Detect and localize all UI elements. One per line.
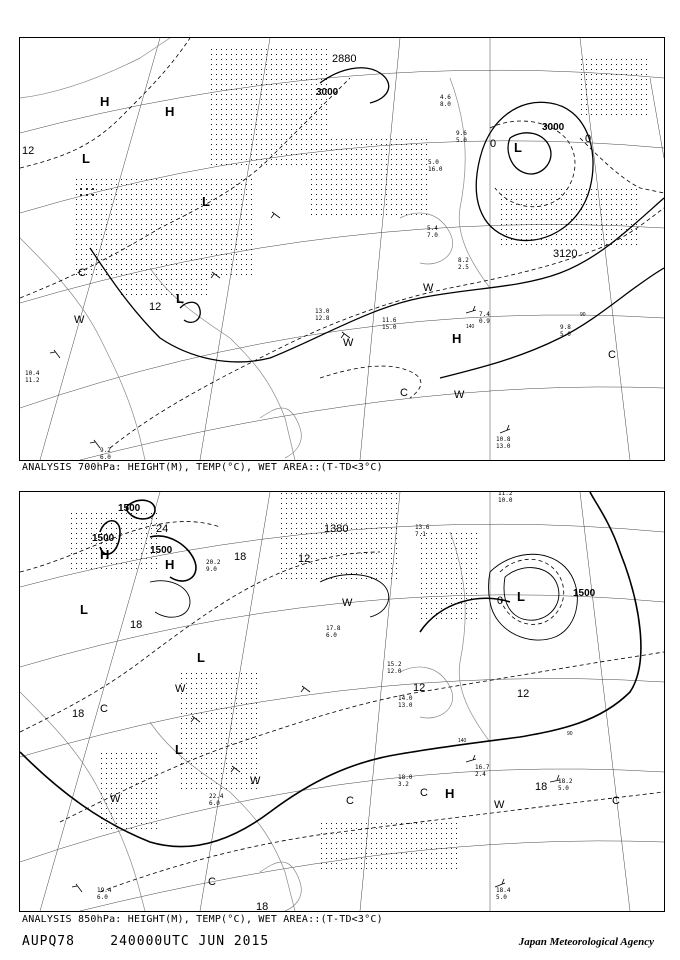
station-temp: 13.6 — [415, 524, 430, 531]
station-temp: 14.0 — [398, 695, 413, 702]
warm-air-label: W — [494, 799, 505, 811]
station-plot — [498, 492, 513, 504]
station-plot — [428, 159, 443, 173]
caption-850hpa: ANALYSIS 850hPa: HEIGHT(M), TEMP(°C), WET AREA::(T-TD<3°C) — [22, 914, 383, 925]
height-label: 3000 — [316, 87, 339, 98]
station-temp: 13.0 — [315, 308, 330, 315]
low-center: L — [176, 291, 184, 306]
cold-air-label: C — [400, 387, 408, 399]
station-dewpoint-depression: 15.0 — [382, 324, 397, 331]
isotherm-label: 12 — [298, 553, 311, 565]
station-dewpoint-depression: 7.1 — [415, 531, 426, 538]
station-plot — [315, 308, 330, 322]
high-center: H — [100, 547, 110, 562]
low-center: L — [197, 650, 205, 665]
isotherm-label: 12 — [149, 301, 162, 313]
station-dewpoint-depression: 10.0 — [498, 497, 513, 504]
isotherm-label: 0 — [497, 595, 504, 607]
station-dewpoint-depression: 12.8 — [315, 315, 330, 322]
cold-air-label: C — [78, 267, 86, 279]
isotherm-label: 18 — [234, 551, 247, 563]
meridian-label: 140 — [458, 738, 467, 744]
isotherm-label: 18 — [256, 901, 269, 911]
map-700-svg — [20, 38, 664, 460]
high-center: H — [100, 94, 110, 109]
isotherm-label: 12 — [22, 145, 35, 157]
low-center: L — [82, 151, 90, 166]
station-dewpoint-depression: 0.9 — [479, 318, 490, 325]
station-dewpoint-depression: 13.0 — [398, 702, 413, 709]
isotherm-label: 0 — [585, 133, 592, 145]
station-plot — [456, 130, 467, 144]
height-label: 1500 — [92, 533, 115, 544]
warm-air-label: W — [342, 597, 353, 609]
station-temp: 20.2 — [206, 559, 221, 566]
station-dewpoint-depression: 3.2 — [398, 781, 409, 788]
station-temp: 18.2 — [558, 778, 573, 785]
warm-air-label: W — [74, 314, 85, 326]
height-label: 3120 — [553, 248, 578, 260]
station-temp: 8.2 — [458, 257, 469, 264]
station-plot — [97, 887, 112, 901]
issuing-agency: Japan Meteorological Agency — [518, 936, 654, 948]
height-label: 1500 — [150, 545, 173, 556]
isotherm-label: 18 — [535, 781, 548, 793]
valid-time: 240000UTC JUN 2015 — [110, 934, 270, 949]
warm-air-label: W — [423, 282, 434, 294]
station-dewpoint-depression: 6.0 — [97, 894, 108, 901]
station-temp: 9.8 — [560, 324, 571, 331]
station-dewpoint-depression: 8.0 — [440, 101, 451, 108]
station-temp: 4.6 — [440, 94, 451, 101]
station-temp: 5.4 — [427, 225, 438, 232]
station-plot — [558, 778, 573, 792]
warm-air-label: W — [250, 775, 261, 787]
analysis-850hpa-map — [19, 491, 665, 912]
station-plot — [387, 661, 402, 675]
station-plot — [398, 695, 413, 709]
station-plot — [25, 370, 40, 384]
warm-air-label: W — [110, 793, 121, 805]
isotherm-label: 24 — [156, 523, 169, 535]
isotherm-label: 18 — [72, 708, 85, 720]
station-temp: 17.8 — [326, 625, 341, 632]
chart-identifier — [22, 934, 269, 949]
isotherm-label: 0 — [490, 138, 497, 150]
station-dewpoint-depression: 12.0 — [387, 668, 402, 675]
station-plot — [326, 625, 341, 639]
station-dewpoint-depression: 5.0 — [496, 894, 507, 901]
height-label: 1500 — [118, 503, 141, 514]
high-center: H — [452, 331, 462, 346]
height-label: 1500 — [573, 588, 596, 599]
station-temp: 11.2 — [498, 492, 513, 497]
station-temp: 10.8 — [496, 436, 511, 443]
station-plot — [479, 311, 490, 325]
station-plot — [427, 225, 438, 239]
station-dewpoint-depression: 7.0 — [427, 232, 438, 239]
station-temp: 18.0 — [398, 774, 413, 781]
warm-air-label: W — [175, 683, 186, 695]
cold-air-label: C — [420, 787, 428, 799]
station-dewpoint-depression: 9.0 — [206, 566, 217, 573]
station-temp: 11.6 — [382, 317, 397, 324]
station-temp: 19.4 — [97, 887, 112, 894]
station-temp: 10.4 — [25, 370, 40, 377]
analysis-700hpa-map — [19, 37, 665, 461]
cold-air-label: C — [612, 795, 620, 807]
meridian-label: 140 — [466, 324, 475, 330]
station-dewpoint-depression: 2.5 — [458, 264, 469, 271]
station-temp: 18.4 — [496, 887, 511, 894]
station-plot — [440, 94, 451, 108]
station-temp: 9.2 — [100, 447, 111, 454]
height-label: 3000 — [542, 122, 565, 133]
station-plot — [496, 436, 511, 450]
cold-air-label: C — [208, 876, 216, 888]
station-plot — [458, 257, 469, 271]
station-plot — [382, 317, 397, 331]
low-center: L — [517, 589, 525, 604]
cold-air-label: C — [100, 703, 108, 715]
station-plot — [560, 324, 571, 338]
station-dewpoint-depression: 11.2 — [25, 377, 40, 384]
station-dewpoint-depression: 6.0 — [209, 800, 220, 807]
low-center: L — [514, 140, 522, 155]
cold-air-label: C — [608, 349, 616, 361]
station-dewpoint-depression: 6.0 — [100, 454, 111, 460]
latitude-label: 90 — [567, 731, 573, 737]
station-dewpoint-depression: 16.0 — [428, 166, 443, 173]
isotherm-label: 12 — [517, 688, 530, 700]
warm-air-label: W — [454, 389, 465, 401]
product-code: AUPQ78 — [22, 934, 75, 949]
high-center: H — [165, 557, 175, 572]
station-temp: 22.4 — [209, 793, 224, 800]
station-dewpoint-depression: 2.4 — [475, 771, 486, 778]
isotherm-label: 12 — [413, 682, 426, 694]
station-dewpoint-depression: 5.0 — [558, 785, 569, 792]
warm-air-label: W — [343, 337, 354, 349]
height-label: 1380 — [324, 523, 349, 535]
station-plot — [100, 447, 111, 460]
station-dewpoint-depression: 6.0 — [326, 632, 337, 639]
low-center: L — [175, 742, 183, 757]
station-temp: 15.2 — [387, 661, 402, 668]
isotherm-label: 18 — [130, 619, 143, 631]
station-dewpoint-depression: 13.0 — [496, 443, 511, 450]
station-temp: 5.0 — [428, 159, 439, 166]
station-plot — [209, 793, 224, 807]
map-850-svg — [20, 492, 664, 911]
low-center: L — [80, 602, 88, 617]
station-temp: 9.6 — [456, 130, 467, 137]
station-plot — [496, 887, 511, 901]
caption-700hpa: ANALYSIS 700hPa: HEIGHT(M), TEMP(°C), WET AREA::(T-TD<3°C) — [22, 462, 383, 473]
station-temp: 16.7 — [475, 764, 490, 771]
station-dewpoint-depression: 5.0 — [456, 137, 467, 144]
high-center: H — [165, 104, 175, 119]
latitude-label: 90 — [580, 312, 586, 318]
station-plot — [206, 559, 221, 573]
low-center: L — [202, 194, 210, 209]
height-label: 2880 — [332, 53, 357, 65]
high-center: H — [445, 786, 455, 801]
cold-air-label: C — [346, 795, 354, 807]
station-dewpoint-depression: 5.0 — [560, 331, 571, 338]
station-plot — [398, 774, 413, 788]
station-temp: 7.4 — [479, 311, 490, 318]
